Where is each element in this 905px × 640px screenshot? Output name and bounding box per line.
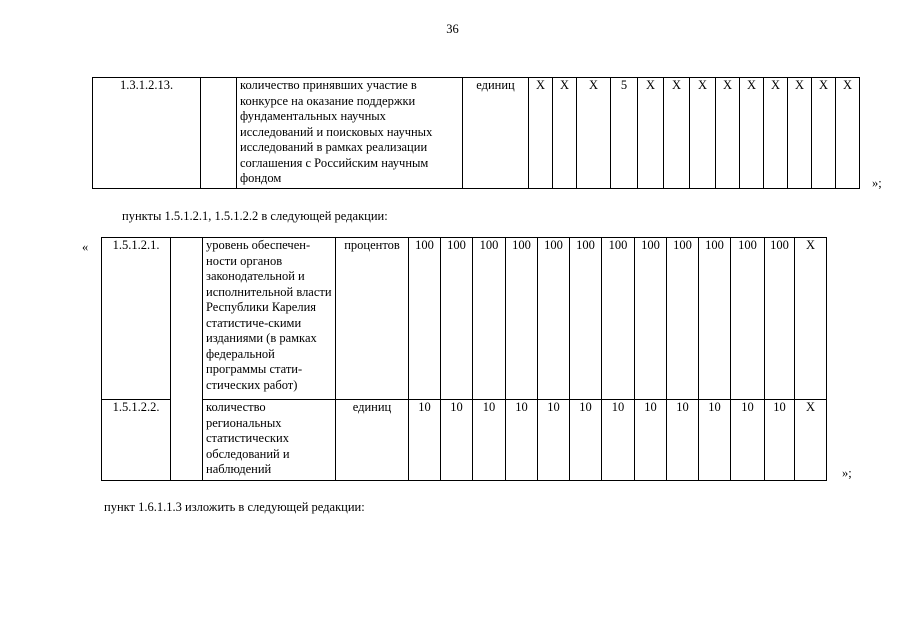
value-cell: 100 xyxy=(570,238,602,400)
row-code: 1.3.1.2.13. xyxy=(93,78,201,189)
value-cell: X xyxy=(638,78,664,189)
value-cell: 100 xyxy=(409,238,441,400)
value-cell: 10 xyxy=(602,400,635,481)
value-cell: 10 xyxy=(506,400,538,481)
value-cell: X xyxy=(529,78,553,189)
closing-quote-2: »; xyxy=(842,466,852,480)
value-cell: 100 xyxy=(667,238,699,400)
value-cell: X xyxy=(716,78,740,189)
indicator-table-2 xyxy=(101,237,827,481)
value-cell: 10 xyxy=(765,400,795,481)
value-cell: 10 xyxy=(441,400,473,481)
value-cell: 100 xyxy=(538,238,570,400)
row-description: уровень обеспечен-ности органов законодательной и исполнительной власти Республики Карелия статистиче-скими изданиями (в рамках федеральной программы стати-стических работ) xyxy=(203,238,336,400)
value-cell: X xyxy=(664,78,690,189)
row-unit: единиц xyxy=(463,78,529,189)
value-cell: X xyxy=(577,78,611,189)
value-cell: 100 xyxy=(699,238,731,400)
page-number: 36 xyxy=(446,22,459,36)
table-row xyxy=(93,78,860,189)
value-cell: 10 xyxy=(635,400,667,481)
value-cell: 100 xyxy=(602,238,635,400)
value-cell: 10 xyxy=(409,400,441,481)
value-cell: X xyxy=(812,78,836,189)
value-cell: 10 xyxy=(570,400,602,481)
row-description: количество региональных статистических обследований и наблюдений xyxy=(203,400,336,481)
value-cell: 10 xyxy=(731,400,765,481)
row-unit: процентов xyxy=(336,238,409,400)
indicator-table-1 xyxy=(92,77,860,189)
paragraph-amend-item: пункт 1.6.1.1.3 изложить в следующей редакции: xyxy=(104,500,365,514)
value-cell: 100 xyxy=(731,238,765,400)
value-cell: 5 xyxy=(611,78,638,189)
value-cell: 100 xyxy=(473,238,506,400)
value-cell: 10 xyxy=(667,400,699,481)
value-cell: X xyxy=(795,238,827,400)
row-blank-cell xyxy=(201,78,237,189)
value-cell: X xyxy=(553,78,577,189)
value-cell: 100 xyxy=(506,238,538,400)
row-blank-cell xyxy=(171,400,203,481)
value-cell: X xyxy=(690,78,716,189)
row-blank-cell xyxy=(171,238,203,400)
closing-quote-1: »; xyxy=(872,176,882,190)
table-row xyxy=(102,238,827,400)
row-code: 1.5.1.2.2. xyxy=(102,400,171,481)
row-description: количество принявших участие в конкурсе на оказание поддержки фундаментальных научных исследований и поисковых научных исследований в рамках реализации соглашения с Российским научным фондом xyxy=(237,78,463,189)
value-cell: X xyxy=(764,78,788,189)
value-cell: 10 xyxy=(699,400,731,481)
table-row xyxy=(102,400,827,481)
row-code: 1.5.1.2.1. xyxy=(102,238,171,400)
row-unit: единиц xyxy=(336,400,409,481)
value-cell: 10 xyxy=(473,400,506,481)
value-cell: 10 xyxy=(538,400,570,481)
value-cell: X xyxy=(788,78,812,189)
value-cell: 100 xyxy=(765,238,795,400)
value-cell: 100 xyxy=(635,238,667,400)
value-cell: X xyxy=(836,78,860,189)
value-cell: X xyxy=(795,400,827,481)
opening-quote: « xyxy=(82,240,89,254)
paragraph-amend-points: пункты 1.5.1.2.1, 1.5.1.2.2 в следующей редакции: xyxy=(122,209,388,223)
value-cell: X xyxy=(740,78,764,189)
value-cell: 100 xyxy=(441,238,473,400)
